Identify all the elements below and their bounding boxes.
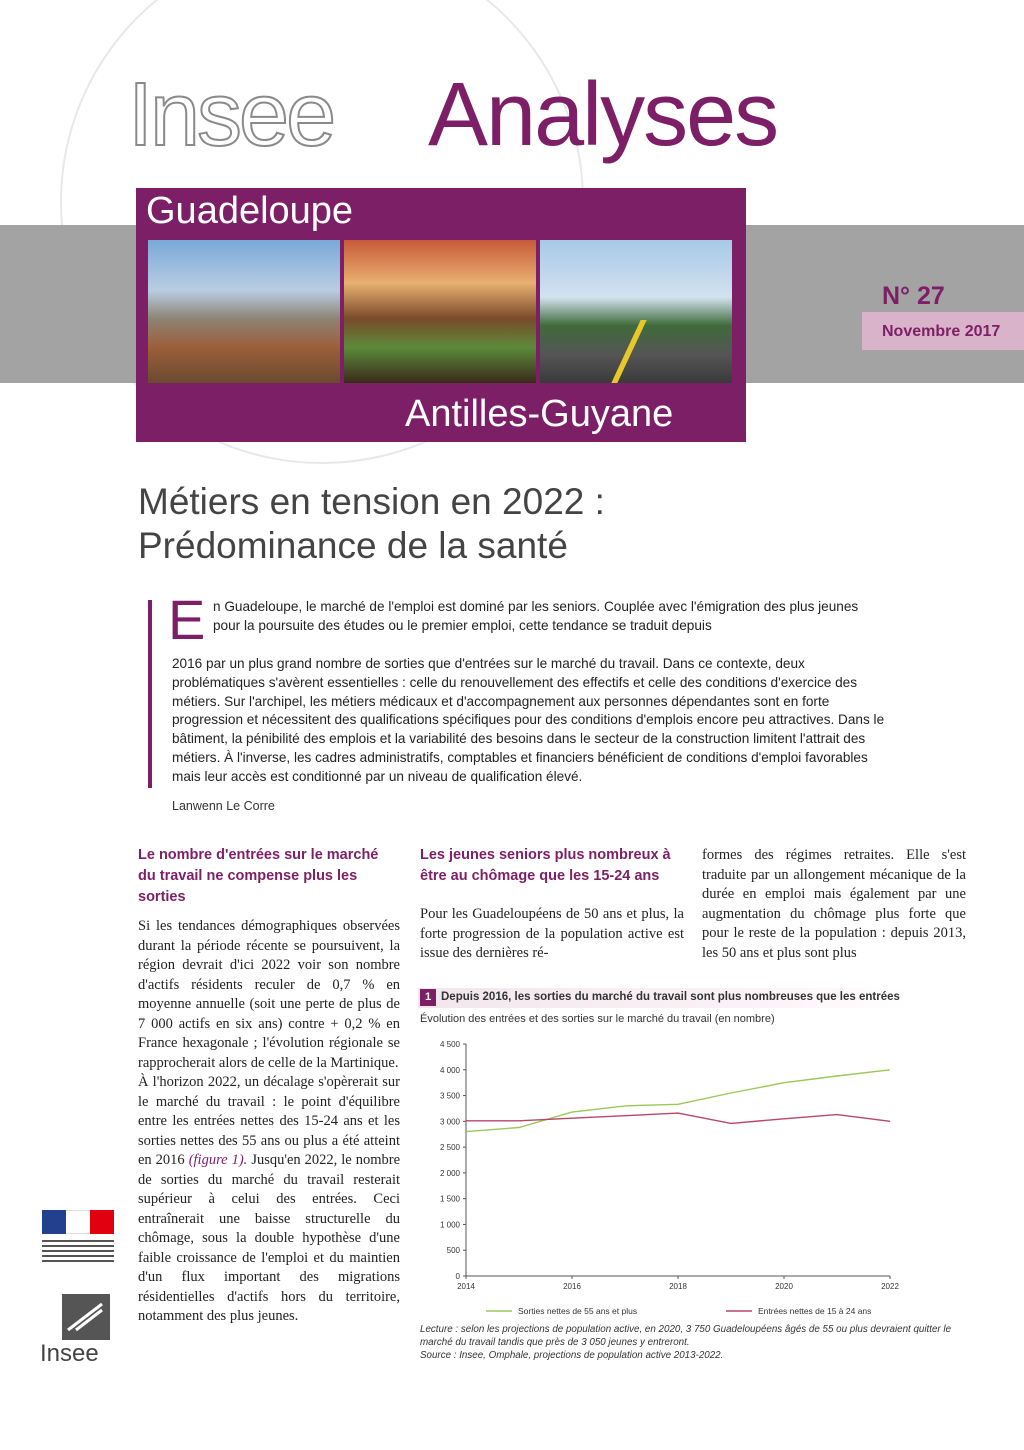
y-tick-label: 4 000: [439, 1065, 460, 1075]
y-tick-label: 1 000: [439, 1220, 460, 1230]
line-chart: [418, 1036, 908, 1321]
title-line-1: Métiers en tension en 2022 :: [138, 481, 605, 522]
republic-wordmark-lines: [42, 1240, 114, 1264]
y-tick-label: 2 500: [439, 1143, 460, 1153]
x-tick-label: 2020: [775, 1282, 793, 1291]
figure-note: [420, 1323, 960, 1362]
region-name: Guadeloupe: [146, 190, 354, 232]
x-tick-label: 2018: [669, 1282, 687, 1291]
y-tick-label: 4 500: [439, 1040, 460, 1049]
lead-paragraph-rest: 2016 par un plus grand nombre de sorties que d'entrées sur le marché du travail. Dans ce contexte, deux problématiques s'avèrent essentielles : celle du renouvellement des effectifs et celle des conditions d'exercice des métiers. Sur l'archipel, les métiers médicaux et d'accompagnement aux personnes dépendantes sont en forte progression et nécessitent des qualifications spécifiques pour des conditions d'emplois encore peu attractives. Dans le bâtiment, la pénibilité des emplois et la variabilité des besoins dans le secteur de la construction limitent l'attrait des métiers. À l'inverse, les cadres administratifs, comptables et financiers bénéficient de conditions d'emploi favorables mais leur accès est conditionné par un niveau de qualification élevé.: [172, 656, 885, 784]
section-heading-1: Le nombre d'entrées sur le marché du travail ne compense plus les sorties: [138, 847, 379, 905]
series-line-2: [466, 1113, 890, 1123]
republic-flag-icon: [42, 1210, 114, 1234]
article-title: [138, 480, 838, 568]
figure-number: 1: [420, 989, 436, 1006]
author: Lanwenn Le Corre: [172, 799, 275, 813]
column-1-paragraph-2a: À l'horizon 2022, un décalage s'opèrerait sur le marché du travail : le point d'équilibre entre les entrées nettes des 15-24 ans et les sorties nettes des 55 ans ou plus a été atteint en 2016: [138, 1074, 400, 1168]
legend-label-1: Sorties nettes de 55 ans et plus: [518, 1306, 638, 1316]
figure-1-link[interactable]: (figure 1).: [188, 1152, 248, 1168]
y-tick-label: 3 000: [439, 1117, 460, 1127]
insee-logo-mark: [62, 1294, 110, 1340]
column-1-paragraph-2b: Jusqu'en 2022, le nombre de sorties du marché du travail resterait supérieur à celui des entrées. Ceci entraînerait une baisse structurelle du chômage, sous la double hypothèse d'une faible croissance de l'emploi et du maintien d'un flux important des migrations résidentielles d'actifs hors du territoire, notamment des plus jeunes.: [138, 1152, 401, 1324]
figure-note-lecture: Lecture : selon les projections de population active, en 2020, 3 750 Guadeloupéens âgés de 55 ou plus devraient quitter le marché du travail tandis que près de 3 050 jeunes y entreront.: [420, 1324, 952, 1348]
column-1-paragraph-2: [138, 1073, 400, 1327]
y-tick-label: 2 000: [439, 1168, 460, 1178]
brand-analyses: Analyses: [428, 65, 778, 165]
insee-logo-text: Insee: [40, 1340, 99, 1367]
x-tick-label: 2022: [881, 1282, 899, 1291]
column-3-text: formes des régimes retraites. Elle s'est traduite par un allongement mécanique de la durée en emploi mais également par une augmentation du chômage plus forte que pour le reste de la population : depuis 2013, les 50 ans et plus sont plus: [702, 847, 966, 961]
legend-label-2: Entrées nettes de 15 à 24 ans: [758, 1306, 872, 1316]
y-tick-label: 3 500: [439, 1091, 460, 1101]
photo-construction-site: [148, 240, 340, 383]
lead-dropcap: E: [168, 588, 206, 651]
brand-insee: Insee: [128, 65, 334, 165]
series-line-1: [466, 1070, 890, 1132]
section-heading-2: Les jeunes seniors plus nombreux à être au chômage que les 15-24 ans: [420, 847, 671, 884]
photo-palm-road: [540, 240, 732, 383]
figure-title: Depuis 2016, les sorties du marché du travail sont plus nombreuses que les entrées: [441, 991, 900, 1003]
figure-subtitle: Évolution des entrées et des sorties sur le marché du travail (en nombre): [420, 1013, 775, 1025]
y-tick-label: 1 500: [439, 1194, 460, 1204]
issue-number: N° 27: [882, 282, 945, 310]
issue-date: Novembre 2017: [882, 323, 1001, 340]
column-1-text: [138, 917, 400, 1327]
x-tick-label: 2016: [563, 1282, 581, 1291]
photo-market: [344, 240, 536, 383]
column-1-paragraph-1: Si les tendances démographiques observées durant la période récente se poursuivent, la région devrait d'ici 2022 voir son nombre d'actifs résidents reculer de 0,7 % en moyenne annuelle (soit une perte de plus de 7 000 actifs en six ans) contre + 0,2 % en France hexagonale ; l'évolution régionale se rapprocherait alors de celle de la Martinique.: [138, 918, 400, 1071]
column-2-text: Pour les Guadeloupéens de 50 ans et plus, la forte progression de la population active est issue des dernières ré-: [420, 906, 684, 961]
insee-logo-icon: [62, 1294, 110, 1340]
regional-office: Antilles-Guyane: [405, 393, 674, 435]
y-tick-label: 500: [446, 1246, 460, 1256]
y-tick-label: 0: [455, 1272, 460, 1281]
lead-accent-bar: [148, 600, 152, 788]
lead-paragraph-start: n Guadeloupe, le marché de l'emploi est dominé par les seniors. Couplée avec l'émigration des plus jeunes pour la poursuite des études ou le premier emploi, cette tendance se traduit depuis: [213, 599, 859, 633]
figure-note-source: Source : Insee, Omphale, projections de population active 2013-2022.: [420, 1350, 724, 1361]
title-line-2: Prédominance de la santé: [138, 525, 568, 566]
x-tick-label: 2014: [457, 1282, 475, 1291]
